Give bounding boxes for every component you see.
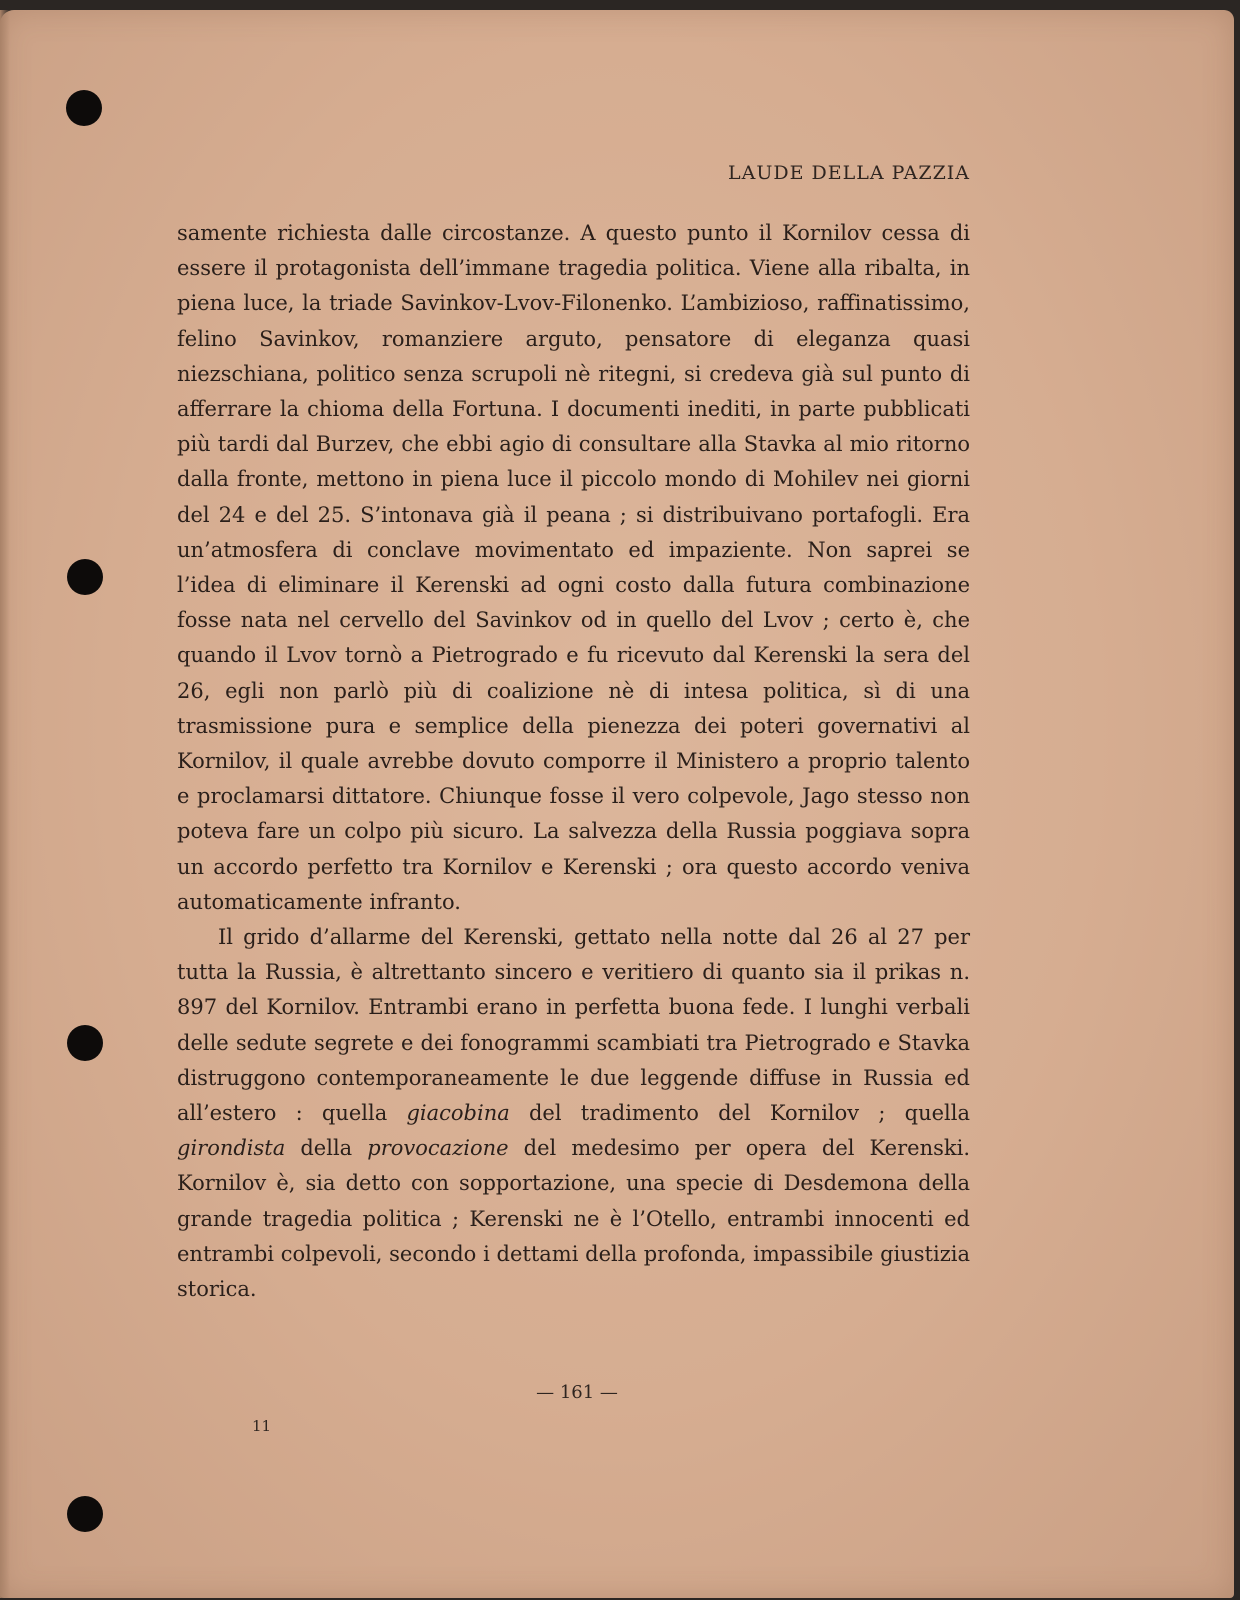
running-head: LAUDE DELLA PAZZIA xyxy=(728,162,970,184)
paragraph-text: Il grido d’allarme del Kerenski, gettato nella notte dal 26 al 27 per tutta la Russia, è altrettanto sincero e veritiero di quanto sia il prikas n. 897 del Kornilov. Entrambi erano in perfetta buona fede. I lunghi verbali delle sedute segrete e dei fonogrammi scambiati tra Pietrogrado e Stavka distruggono contemporaneamente le due leggende diffuse in Russia ed all’estero : quella xyxy=(177,925,970,1126)
binder-hole xyxy=(67,1025,103,1061)
paragraph-text: del tradimento del Kornilov ; quella xyxy=(509,1101,970,1126)
binder-hole xyxy=(67,559,103,595)
body-text xyxy=(177,216,970,1307)
paragraph-text: del medesimo per opera del Kerenski. Kornilov è, sia detto con sopportazione, una specie di Desdemona della grande tragedia politica ; Kerenski ne è l’Otello, entrambi innocenti ed entrambi colpevoli, secondo i dettami della profonda, impassibile giustizia storica. xyxy=(177,1136,970,1302)
binder-hole xyxy=(66,90,102,126)
page-number: — 161 — xyxy=(536,1382,618,1403)
italic-term: provocazione xyxy=(367,1136,509,1161)
paragraph: samente richiesta dalle circostanze. A questo punto il Kornilov cessa di essere il protagonista dell’immane tragedia politica. Viene alla ribalta, in piena luce, la triade Savinkov-Lvov-Filonenko. L’ambizioso, raffinatissimo, felino Savinkov, romanziere arguto, pensatore di eleganza quasi niezschiana, politico senza scrupoli nè ritegni, si credeva già sul punto di afferrare la chioma della Fortuna. I documenti inediti, in parte pubblicati più tardi dal Burzev, che ebbi agio di consultare alla Stavka al mio ritorno dalla fronte, mettono in piena luce il piccolo mondo di Mohilev nei giorni del 24 e del 25. S’intonava già il peana ; si distribuivano portafogli. Era un’atmosfera di conclave movimentato ed impaziente. Non saprei se l’idea di eliminare il Kerenski ad ogni costo dalla futura combinazione fosse nata nel cervello del Savinkov od in quello del Lvov ; certo è, che quando il Lvov tornò a Pietrogrado e fu ricevuto dal Kerenski la sera del 26, egli non parlò più di coalizione nè di intesa politica, sì di una trasmissione pura e semplice della pienezza dei poteri governativi al Kornilov, il quale avrebbe dovuto comporre il Ministero a proprio talento e proclamarsi dittatore. Chiunque fosse il vero colpevole, Jago stesso non poteva fare un colpo più sicuro. La salvezza della Russia poggiava sopra un accordo perfetto tra Kornilov e Kerenski ; ora questo accordo veniva automaticamente infranto. xyxy=(177,221,970,914)
signature-mark: 11 xyxy=(252,1417,272,1435)
document-page xyxy=(0,10,1234,1598)
page-edge-shadow xyxy=(0,10,10,1598)
binder-hole xyxy=(67,1496,103,1532)
italic-term: giacobina xyxy=(406,1101,510,1126)
italic-term: girondista xyxy=(177,1136,286,1161)
paragraph xyxy=(177,920,970,1307)
paragraph-text: della xyxy=(285,1136,368,1161)
